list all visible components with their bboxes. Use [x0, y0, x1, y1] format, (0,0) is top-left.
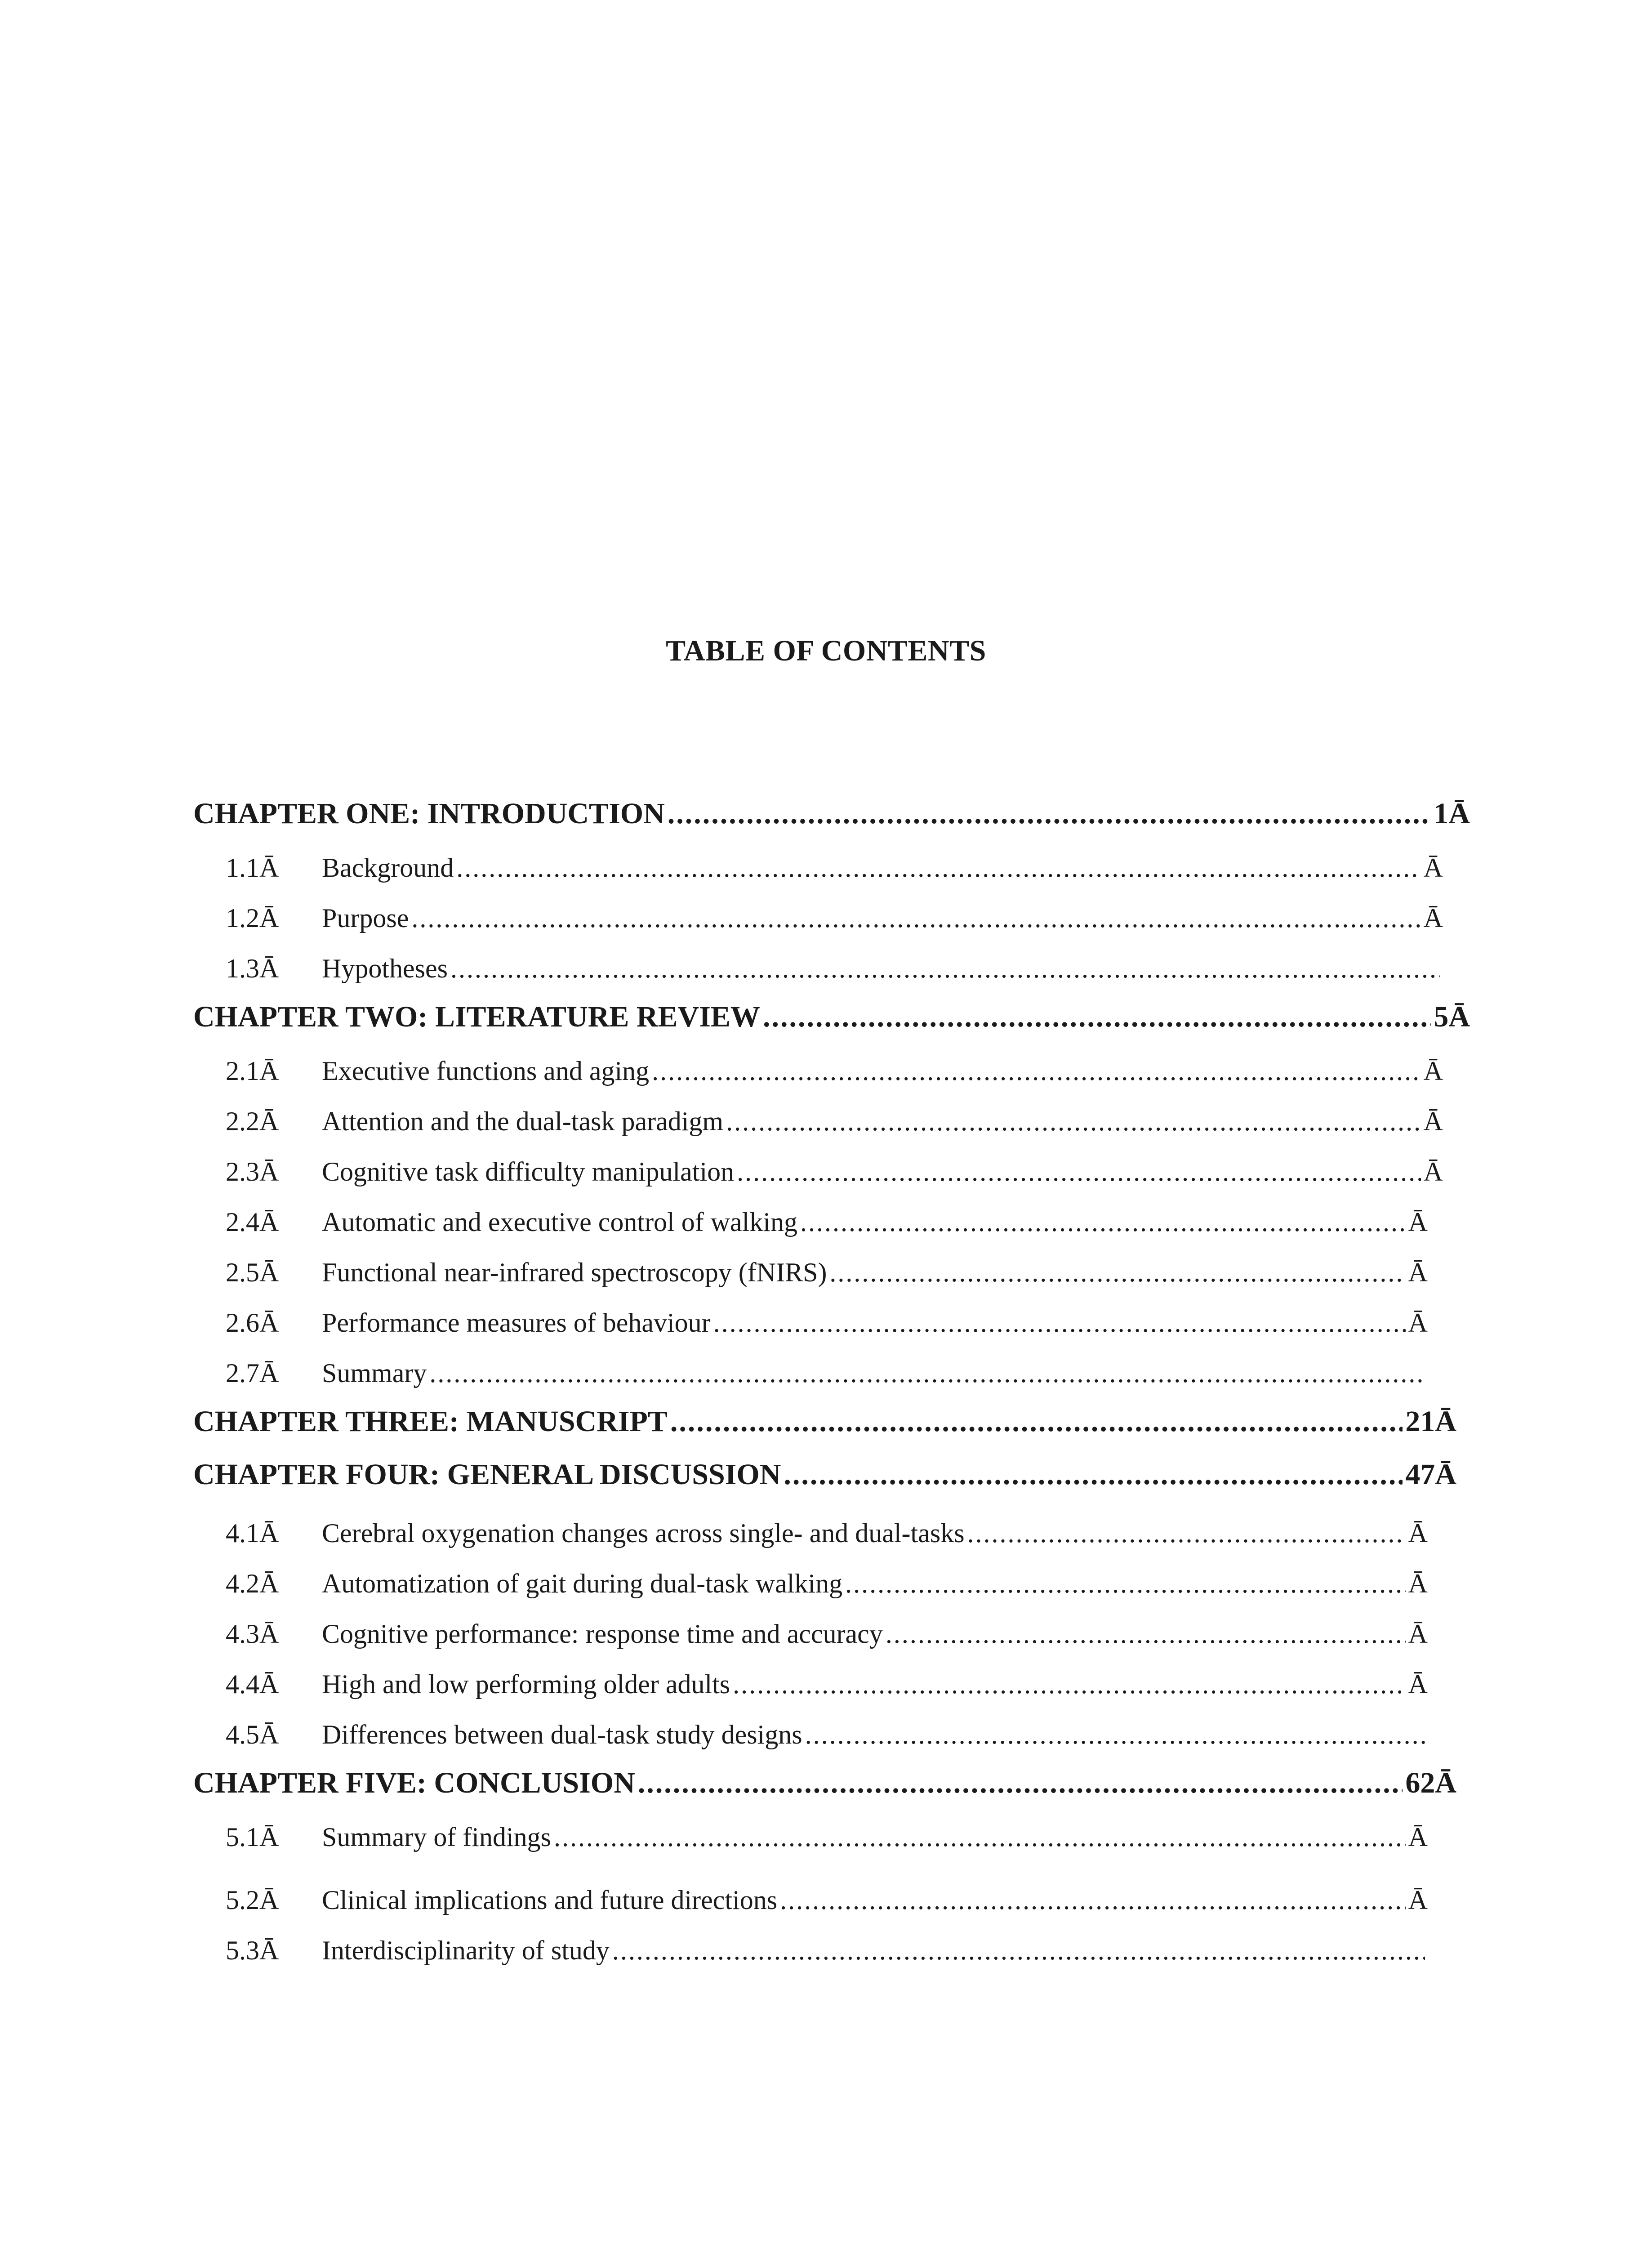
toc-section-2-4[interactable]: [0, 1204, 1438, 1240]
section-number: 5.1Ā: [226, 1822, 279, 1852]
section-number: 4.1Ā: [226, 1518, 279, 1548]
section-number: 2.5Ā: [226, 1258, 279, 1287]
dot-leader: [429, 1355, 1425, 1391]
toc-chapter-five[interactable]: [193, 1765, 1456, 1801]
dot-leader: [800, 1204, 1406, 1240]
section-title: Purpose: [322, 903, 409, 933]
dot-leader: [670, 1404, 1403, 1440]
chapter-title: CHAPTER ONE: INTRODUCTION: [193, 797, 665, 830]
chapter-page-number: 62Ā: [1405, 1766, 1456, 1799]
section-title: Summary of findings: [322, 1822, 551, 1852]
dot-leader: [652, 1053, 1421, 1089]
section-page-number: Ā: [1423, 903, 1443, 933]
section-number: 2.6Ā: [226, 1308, 279, 1338]
toc-section-1-2[interactable]: [0, 900, 1443, 936]
page-title: TABLE OF CONTENTS: [666, 634, 986, 667]
dot-leader: [886, 1616, 1406, 1652]
section-number: 4.5Ā: [226, 1720, 279, 1749]
section-page-number: Ā: [1408, 1669, 1428, 1699]
dot-leader: [763, 999, 1431, 1035]
section-number: 2.1Ā: [226, 1056, 279, 1086]
toc-section-5-1[interactable]: [0, 1819, 1438, 1855]
toc-chapter-one[interactable]: [193, 796, 1470, 832]
section-number: 4.4Ā: [226, 1669, 279, 1699]
section-number: 2.2Ā: [226, 1106, 279, 1136]
toc-section-4-3[interactable]: [0, 1616, 1438, 1652]
dot-leader: [450, 950, 1440, 986]
section-title: Cognitive task difficulty manipulation: [322, 1157, 735, 1186]
dot-leader: [967, 1515, 1406, 1551]
section-page-number: Ā: [1423, 853, 1443, 883]
section-title: Background: [322, 853, 454, 883]
dot-leader: [713, 1305, 1406, 1341]
section-number: 1.3Ā: [226, 954, 279, 983]
chapter-page-number: 47Ā: [1405, 1458, 1456, 1491]
section-number: 5.2Ā: [226, 1885, 279, 1915]
section-page-number: Ā: [1408, 1258, 1428, 1287]
section-number: 1.2Ā: [226, 903, 279, 933]
dot-leader: [612, 1932, 1425, 1968]
chapter-page-number: 21Ā: [1405, 1405, 1456, 1438]
chapter-page-number: 5Ā: [1434, 1000, 1470, 1033]
section-page-number: Ā: [1408, 1885, 1428, 1915]
toc-section-2-1[interactable]: [0, 1053, 1443, 1089]
section-title: Clinical implications and future directions: [322, 1885, 778, 1915]
section-number: 2.3Ā: [226, 1157, 279, 1186]
section-page-number: Ā: [1408, 1822, 1428, 1852]
section-title: Cerebral oxygenation changes across single- and dual-tasks: [322, 1518, 965, 1548]
dot-leader: [554, 1819, 1406, 1855]
section-number: 2.7Ā: [226, 1358, 279, 1388]
dot-leader: [638, 1765, 1403, 1801]
section-title: Executive functions and aging: [322, 1056, 650, 1086]
toc-section-2-6[interactable]: [0, 1305, 1438, 1341]
section-page-number: Ā: [1408, 1518, 1428, 1548]
toc-section-1-3[interactable]: [0, 950, 1438, 986]
section-page-number: Ā: [1408, 1569, 1428, 1598]
toc-section-4-2[interactable]: [0, 1566, 1438, 1601]
toc-section-4-4[interactable]: [0, 1666, 1438, 1702]
toc-section-4-5[interactable]: [0, 1717, 1438, 1753]
section-page-number: Ā: [1408, 1619, 1428, 1649]
section-title: Differences between dual-task study designs: [322, 1720, 802, 1749]
chapter-title: CHAPTER TWO: LITERATURE REVIEW: [193, 1000, 760, 1033]
toc-section-5-3[interactable]: [0, 1932, 1438, 1968]
toc-section-4-1[interactable]: [0, 1515, 1438, 1551]
toc-section-2-7[interactable]: [0, 1355, 1438, 1391]
toc-section-2-5[interactable]: [0, 1254, 1438, 1290]
section-title: Attention and the dual-task paradigm: [322, 1106, 724, 1136]
dot-leader: [411, 900, 1420, 936]
section-title: Functional near-infrared spectroscopy (fNIRS): [322, 1258, 827, 1287]
section-page-number: Ā: [1408, 1308, 1428, 1338]
dot-leader: [805, 1717, 1425, 1753]
toc-section-2-3[interactable]: [0, 1154, 1443, 1190]
section-title: Hypotheses: [322, 954, 448, 983]
section-title: Automatic and executive control of walking: [322, 1207, 797, 1237]
section-page-number: Ā: [1423, 1106, 1443, 1136]
section-number: 4.2Ā: [226, 1569, 279, 1598]
dot-leader: [737, 1154, 1421, 1190]
dot-leader: [780, 1882, 1406, 1918]
chapter-title: CHAPTER FIVE: CONCLUSION: [193, 1766, 635, 1799]
section-number: 1.1Ā: [226, 853, 279, 883]
dot-leader: [829, 1254, 1405, 1290]
section-page-number: Ā: [1408, 1207, 1428, 1237]
toc-chapter-four[interactable]: [193, 1457, 1456, 1493]
section-number: 5.3Ā: [226, 1936, 279, 1965]
dot-leader: [726, 1103, 1421, 1139]
chapter-title: CHAPTER FOUR: GENERAL DISCUSSION: [193, 1458, 781, 1491]
dot-leader: [784, 1457, 1403, 1493]
chapter-title: CHAPTER THREE: MANUSCRIPT: [193, 1405, 668, 1438]
toc-chapter-three[interactable]: [193, 1404, 1456, 1440]
section-title: Automatization of gait during dual-task walking: [322, 1569, 843, 1598]
chapter-page-number: 1Ā: [1434, 797, 1470, 830]
toc-section-5-2[interactable]: [0, 1882, 1438, 1918]
section-title: Summary: [322, 1358, 427, 1388]
dot-leader: [733, 1666, 1406, 1702]
section-title: High and low performing older adults: [322, 1669, 730, 1699]
section-title: Cognitive performance: response time and accuracy: [322, 1619, 883, 1649]
section-number: 4.3Ā: [226, 1619, 279, 1649]
section-title: Interdisciplinarity of study: [322, 1936, 610, 1965]
dot-leader: [668, 796, 1431, 832]
dot-leader: [845, 1566, 1406, 1601]
section-number: 2.4Ā: [226, 1207, 279, 1237]
dot-leader: [456, 850, 1420, 886]
section-page-number: Ā: [1423, 1056, 1443, 1086]
toc-chapter-two[interactable]: [193, 999, 1470, 1035]
section-title: Performance measures of behaviour: [322, 1308, 711, 1338]
toc-section-2-2[interactable]: [0, 1103, 1443, 1139]
section-page-number: Ā: [1423, 1157, 1443, 1186]
toc-section-1-1[interactable]: [0, 850, 1443, 886]
